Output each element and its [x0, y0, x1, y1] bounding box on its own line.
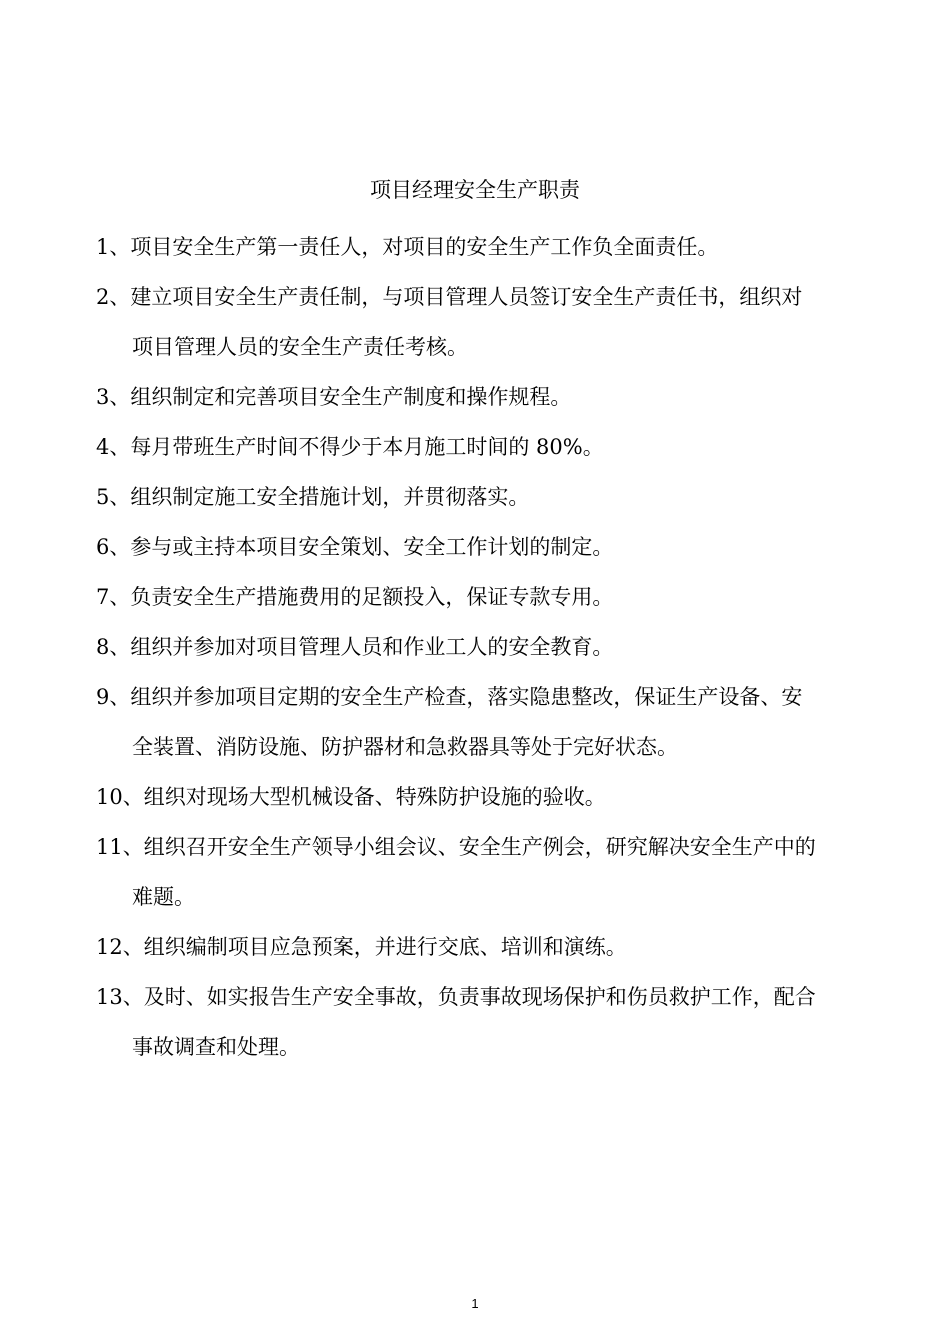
list-item-text: 9、组织并参加项目定期的安全生产检查，落实隐患整改，保证生产设备、安	[96, 685, 803, 709]
list-item	[96, 572, 896, 622]
list-item-text: 8、组织并参加对项目管理人员和作业工人的安全教育。	[96, 635, 614, 659]
list-item-text: 2、建立项目安全生产责任制，与项目管理人员签订安全生产责任书，组织对	[96, 285, 803, 309]
list-item-continuation: 项目管理人员的安全生产责任考核。	[132, 335, 468, 359]
list-item-text: 4、每月带班生产时间不得少于本月施工时间的 80%。	[96, 435, 604, 459]
duty-list	[96, 222, 896, 1072]
list-item-continuation: 事故调查和处理。	[132, 1035, 300, 1059]
list-item-text: 5、组织制定施工安全措施计划，并贯彻落实。	[96, 485, 530, 509]
list-item	[96, 922, 896, 972]
list-item	[96, 672, 896, 772]
list-item-text: 7、负责安全生产措施费用的足额投入，保证专款专用。	[96, 585, 614, 609]
list-item	[96, 622, 896, 672]
list-item-text: 11、组织召开安全生产领导小组会议、安全生产例会，研究解决安全生产中的	[96, 835, 816, 859]
page-title: 项目经理安全生产职责	[370, 178, 580, 202]
list-item	[96, 422, 896, 472]
list-item-continuation: 难题。	[132, 885, 195, 909]
list-item	[96, 372, 896, 422]
list-item-text: 13、及时、如实报告生产安全事故，负责事故现场保护和伤员救护工作，配合	[96, 985, 816, 1009]
list-item-text: 6、参与或主持本项目安全策划、安全工作计划的制定。	[96, 535, 614, 559]
list-item-text: 10、组织对现场大型机械设备、特殊防护设施的验收。	[96, 785, 606, 809]
list-item	[96, 472, 896, 522]
list-item-continuation: 全装置、消防设施、防护器材和急救器具等处于完好状态。	[132, 735, 678, 759]
page-number: 1	[471, 1296, 479, 1311]
list-item	[96, 822, 896, 922]
list-item	[96, 222, 896, 272]
list-item	[96, 272, 896, 372]
list-item	[96, 772, 896, 822]
list-item-text: 12、组织编制项目应急预案，并进行交底、培训和演练。	[96, 935, 627, 959]
list-item	[96, 522, 896, 572]
list-item-text: 3、组织制定和完善项目安全生产制度和操作规程。	[96, 385, 572, 409]
list-item	[96, 972, 896, 1072]
list-item-text: 1、项目安全生产第一责任人，对项目的安全生产工作负全面责任。	[96, 235, 719, 259]
